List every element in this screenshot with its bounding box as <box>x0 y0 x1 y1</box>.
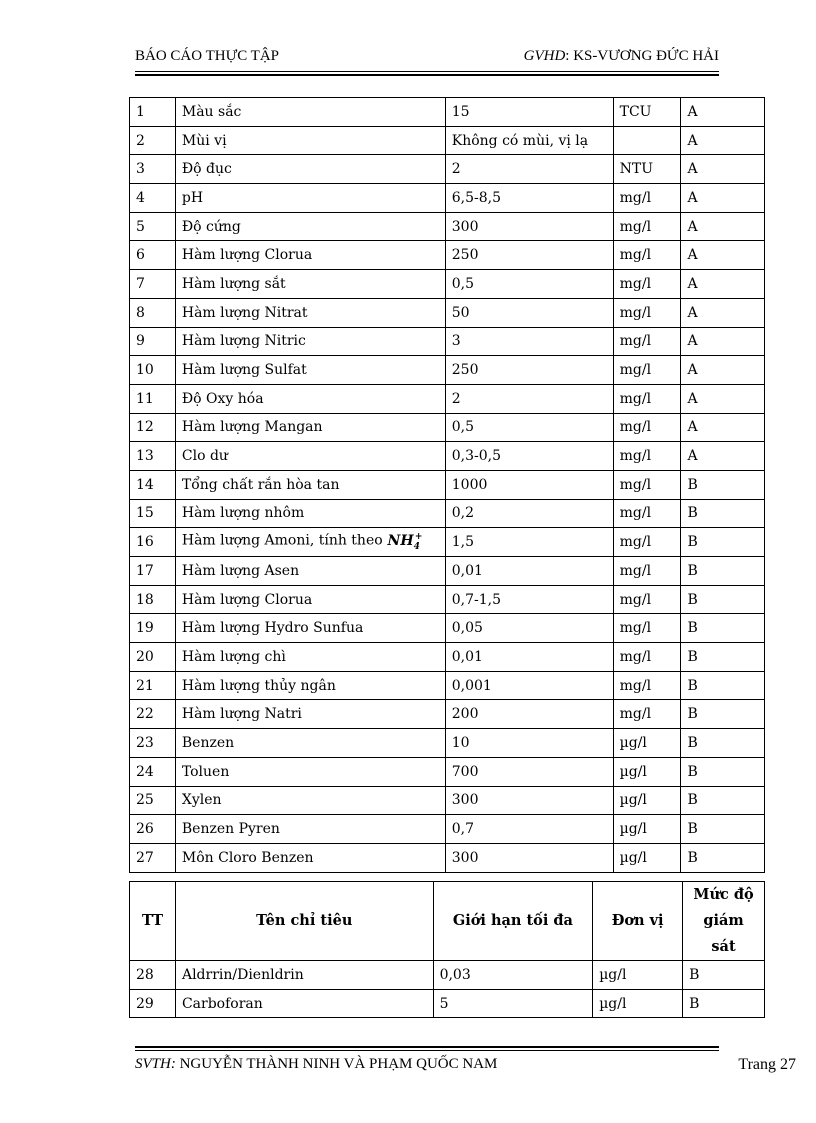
table-row <box>130 989 765 1018</box>
unit: mg/l <box>613 327 681 356</box>
monitoring-level: B <box>681 786 765 815</box>
header-rule-thick <box>135 74 719 76</box>
unit: mg/l <box>613 413 681 442</box>
monitoring-level: A <box>681 270 765 299</box>
max-limit: 15 <box>445 98 613 127</box>
row-index: 24 <box>130 757 176 786</box>
unit: mg/l <box>613 241 681 270</box>
row-index: 4 <box>130 184 176 213</box>
parameter-name: Benzen Pyren <box>175 815 445 844</box>
parameter-name: Hàm lượng thủy ngân <box>175 671 445 700</box>
max-limit: 5 <box>433 989 593 1018</box>
unit: mg/l <box>613 557 681 586</box>
parameter-name: Hàm lượng Nitrat <box>175 298 445 327</box>
row-index: 23 <box>130 729 176 758</box>
table-row <box>130 614 765 643</box>
monitoring-level: B <box>681 499 765 528</box>
parameter-name: Màu sắc <box>175 98 445 127</box>
max-limit: 0,001 <box>445 671 613 700</box>
students-names: NGUYỄN THÀNH NINH VÀ PHẠM QUỐC NAM <box>175 1056 498 1072</box>
page-number: Trang 27 <box>738 1056 796 1073</box>
table-row <box>130 671 765 700</box>
row-index: 7 <box>130 270 176 299</box>
row-index: 21 <box>130 671 176 700</box>
table-row <box>130 528 765 557</box>
max-limit: 700 <box>445 757 613 786</box>
row-index: 3 <box>130 155 176 184</box>
table-row <box>130 499 765 528</box>
unit: µg/l <box>613 843 681 872</box>
parameter-name: Hàm lượng Natri <box>175 700 445 729</box>
table-row <box>130 786 765 815</box>
max-limit: 0,7 <box>445 815 613 844</box>
row-index: 28 <box>130 961 176 990</box>
max-limit: Không có mùi, vị lạ <box>445 126 613 155</box>
parameter-name: Hàm lượng Amoni, tính theo $NH_4^+$ <box>175 528 445 557</box>
unit: µg/l <box>613 815 681 844</box>
max-limit: 2 <box>445 155 613 184</box>
row-index: 15 <box>130 499 176 528</box>
table-row <box>130 298 765 327</box>
students-label: SVTH: <box>135 1056 176 1072</box>
footer-rule-thin <box>135 1050 719 1051</box>
row-index: 10 <box>130 356 176 385</box>
page-footer <box>135 1056 796 1073</box>
table-row <box>130 843 765 872</box>
footer-rule-thick <box>135 1046 719 1048</box>
monitoring-level: A <box>681 327 765 356</box>
table-row <box>130 327 765 356</box>
max-limit: 0,3-0,5 <box>445 442 613 471</box>
standards-table-continued <box>129 881 765 1018</box>
parameter-name: Môn Cloro Benzen <box>175 843 445 872</box>
row-index: 17 <box>130 557 176 586</box>
col-header-unit: Đơn vị <box>593 882 683 961</box>
supervisor-label: GVHD <box>523 48 566 64</box>
parameter-name: pH <box>175 184 445 213</box>
max-limit: 50 <box>445 298 613 327</box>
monitoring-level: B <box>681 729 765 758</box>
students <box>135 1056 497 1072</box>
row-index: 8 <box>130 298 176 327</box>
row-index: 9 <box>130 327 176 356</box>
monitoring-level: A <box>681 298 765 327</box>
col-header-name: Tên chỉ tiêu <box>175 882 433 961</box>
table-row <box>130 557 765 586</box>
monitoring-level: B <box>683 989 765 1018</box>
unit: NTU <box>613 155 681 184</box>
monitoring-level: A <box>681 155 765 184</box>
parameter-name: Clo dư <box>175 442 445 471</box>
table-row <box>130 442 765 471</box>
unit: mg/l <box>613 212 681 241</box>
monitoring-level: B <box>681 585 765 614</box>
monitoring-level: A <box>681 184 765 213</box>
parameter-name: Hàm lượng Sulfat <box>175 356 445 385</box>
unit <box>613 126 681 155</box>
monitoring-level: A <box>681 212 765 241</box>
monitoring-level: B <box>681 843 765 872</box>
monitoring-level: A <box>681 241 765 270</box>
row-index: 22 <box>130 700 176 729</box>
unit: TCU <box>613 98 681 127</box>
unit: mg/l <box>613 356 681 385</box>
row-index: 2 <box>130 126 176 155</box>
unit: mg/l <box>613 585 681 614</box>
unit: mg/l <box>613 298 681 327</box>
supervisor-name: : KS-VƯƠNG ĐỨC HẢI <box>565 48 719 64</box>
table-row <box>130 643 765 672</box>
standards-table <box>129 97 765 873</box>
table-row <box>130 98 765 127</box>
table-row <box>130 815 765 844</box>
parameter-name: Hàm lượng Asen <box>175 557 445 586</box>
monitoring-level: B <box>681 815 765 844</box>
max-limit: 1000 <box>445 470 613 499</box>
parameter-name: Hàm lượng nhôm <box>175 499 445 528</box>
unit: mg/l <box>613 528 681 557</box>
monitoring-level: B <box>681 700 765 729</box>
unit: mg/l <box>613 270 681 299</box>
table-row <box>130 184 765 213</box>
parameter-name: Toluen <box>175 757 445 786</box>
max-limit: 3 <box>445 327 613 356</box>
report-title: BÁO CÁO THỰC TẬP <box>135 48 280 64</box>
table-row <box>130 961 765 990</box>
row-index: 11 <box>130 384 176 413</box>
table-header-row <box>130 882 765 961</box>
parameter-name: Mùi vị <box>175 126 445 155</box>
table-row <box>130 757 765 786</box>
unit: µg/l <box>593 961 683 990</box>
table-row <box>130 356 765 385</box>
table-row <box>130 126 765 155</box>
max-limit: 300 <box>445 843 613 872</box>
monitoring-level: A <box>681 356 765 385</box>
parameter-name: Độ cứng <box>175 212 445 241</box>
parameter-name: Tổng chất rắn hòa tan <box>175 470 445 499</box>
unit: µg/l <box>613 786 681 815</box>
max-limit: 1,5 <box>445 528 613 557</box>
monitoring-level: A <box>681 126 765 155</box>
col-header-tt: TT <box>130 882 176 961</box>
monitoring-level: B <box>681 470 765 499</box>
row-index: 14 <box>130 470 176 499</box>
col-header-level: Mức độ giám sát <box>683 882 765 961</box>
table-row <box>130 155 765 184</box>
row-index: 19 <box>130 614 176 643</box>
parameter-name: Xylen <box>175 786 445 815</box>
unit: mg/l <box>613 499 681 528</box>
parameter-name: Độ đục <box>175 155 445 184</box>
parameter-name: Hàm lượng chì <box>175 643 445 672</box>
unit: µg/l <box>613 757 681 786</box>
row-index: 6 <box>130 241 176 270</box>
max-limit: 0,2 <box>445 499 613 528</box>
row-index: 27 <box>130 843 176 872</box>
table-row <box>130 729 765 758</box>
supervisor <box>524 48 719 65</box>
row-index: 18 <box>130 585 176 614</box>
monitoring-level: B <box>681 614 765 643</box>
max-limit: 300 <box>445 786 613 815</box>
monitoring-level: B <box>681 643 765 672</box>
table-row <box>130 470 765 499</box>
monitoring-level: B <box>681 557 765 586</box>
max-limit: 300 <box>445 212 613 241</box>
monitoring-level: A <box>681 442 765 471</box>
parameter-name: Benzen <box>175 729 445 758</box>
row-index: 16 <box>130 528 176 557</box>
unit: µg/l <box>593 989 683 1018</box>
max-limit: 250 <box>445 356 613 385</box>
parameter-name: Hàm lượng Clorua <box>175 241 445 270</box>
monitoring-level: A <box>681 98 765 127</box>
monitoring-level: A <box>681 384 765 413</box>
header-rule-thin <box>135 71 719 72</box>
table-row <box>130 700 765 729</box>
max-limit: 0,01 <box>445 643 613 672</box>
max-limit: 250 <box>445 241 613 270</box>
max-limit: 2 <box>445 384 613 413</box>
parameter-name: Hàm lượng Hydro Sunfua <box>175 614 445 643</box>
ammonium-formula: $NH_4^+$ <box>387 532 423 552</box>
max-limit: 0,03 <box>433 961 593 990</box>
max-limit: 0,05 <box>445 614 613 643</box>
unit: mg/l <box>613 384 681 413</box>
page-header <box>135 48 719 70</box>
parameter-name: Hàm lượng Mangan <box>175 413 445 442</box>
col-header-limit: Giới hạn tối đa <box>433 882 593 961</box>
monitoring-level: B <box>681 757 765 786</box>
max-limit: 0,01 <box>445 557 613 586</box>
unit: mg/l <box>613 700 681 729</box>
parameter-name: Hàm lượng sắt <box>175 270 445 299</box>
row-index: 25 <box>130 786 176 815</box>
table-row <box>130 212 765 241</box>
max-limit: 10 <box>445 729 613 758</box>
row-index: 5 <box>130 212 176 241</box>
table-row <box>130 384 765 413</box>
unit: mg/l <box>613 643 681 672</box>
max-limit: 200 <box>445 700 613 729</box>
max-limit: 6,5-8,5 <box>445 184 613 213</box>
unit: mg/l <box>613 184 681 213</box>
max-limit: 0,5 <box>445 413 613 442</box>
unit: mg/l <box>613 614 681 643</box>
monitoring-level: B <box>683 961 765 990</box>
unit: µg/l <box>613 729 681 758</box>
table-row <box>130 270 765 299</box>
parameter-name: Hàm lượng Clorua <box>175 585 445 614</box>
parameter-name: Hàm lượng Nitric <box>175 327 445 356</box>
parameter-name: Carboforan <box>175 989 433 1018</box>
row-index: 13 <box>130 442 176 471</box>
monitoring-level: A <box>681 413 765 442</box>
row-index: 26 <box>130 815 176 844</box>
table-row <box>130 241 765 270</box>
row-index: 29 <box>130 989 176 1018</box>
parameter-name: Độ Oxy hóa <box>175 384 445 413</box>
monitoring-level: B <box>681 528 765 557</box>
max-limit: 0,5 <box>445 270 613 299</box>
row-index: 12 <box>130 413 176 442</box>
unit: mg/l <box>613 470 681 499</box>
row-index: 1 <box>130 98 176 127</box>
monitoring-level: B <box>681 671 765 700</box>
unit: mg/l <box>613 671 681 700</box>
row-index: 20 <box>130 643 176 672</box>
parameter-name: Aldrrin/Dienldrin <box>175 961 433 990</box>
max-limit: 0,7-1,5 <box>445 585 613 614</box>
unit: mg/l <box>613 442 681 471</box>
table-row <box>130 585 765 614</box>
table-row <box>130 413 765 442</box>
